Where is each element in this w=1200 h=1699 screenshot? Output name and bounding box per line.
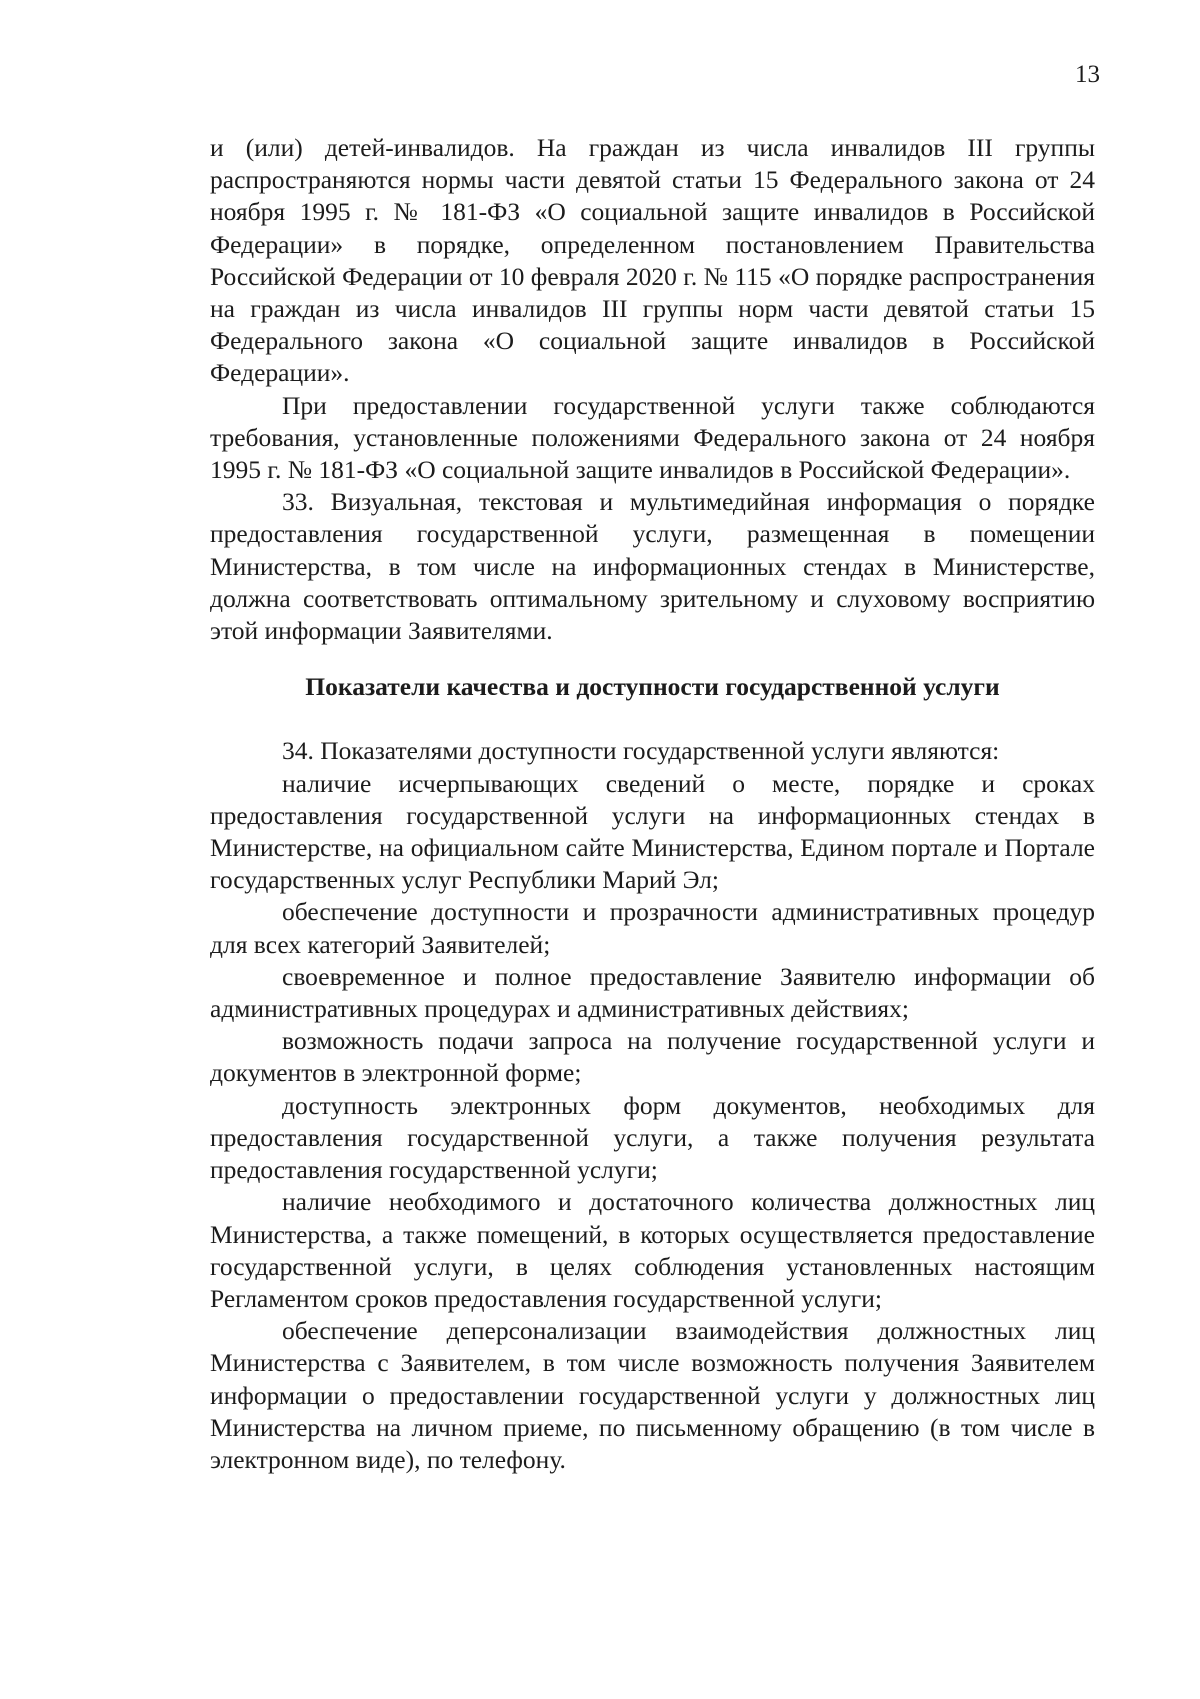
paragraph-item-33: 33. Визуальная, текстовая и мультимедийная информация о порядке предоставления государственной услуги, размещенная в помещении Министерства, в том числе на информационных стендах в Министерстве, должна соответствовать оптимальному зрительному и слуховому восприятию этой информации Заявителями. (210, 487, 1095, 646)
page-number: 13 (1075, 61, 1100, 88)
paragraph-disabled-persons-norms: и (или) детей-инвалидов. На граждан из числа инвалидов III группы распространяются нормы части девятой статьи 15 Федерального закона от 24 ноября 1995 г. № 181-ФЗ «О социальной защите инвалидов в Российской Федерации» в порядке, определенном постановлением Правительства Российской Федерации от 10 февраля 2020 г. № 115 «О порядке распространения на граждан из числа инвалидов III группы норм части девятой статьи 15 Федерального закона «О социальной защите инвалидов в Российской Федерации». (210, 133, 1095, 388)
list-item-transparency: обеспечение доступности и прозрачности административных процедур для всех категорий Заявителей; (210, 897, 1095, 959)
paragraph-item-34: 34. Показателями доступности государственной услуги являются: (282, 736, 1000, 766)
section-heading: Показатели качества и доступности государственной услуги (305, 672, 1000, 702)
paragraph-requirements: При предоставлении государственной услуги также соблюдаются требования, установленные положениями Федерального закона от 24 ноября 1995 г. № 181-ФЗ «О социальной защите инвалидов в Российской Федерации». (210, 390, 1095, 485)
list-item-timely-info: своевременное и полное предоставление Заявителю информации об административных процедурах и административных действиях; (210, 961, 1095, 1024)
document-body (210, 132, 1095, 1476)
list-item-staff-premises: наличие необходимого и достаточного количества должностных лиц Министерства, а также помещений, в которых осуществляется предоставление государственной услуги, в целях соблюдения установленных настоящим Регламентом сроков предоставления государственной услуги; (210, 1187, 1095, 1313)
list-item-depersonalization: обеспечение деперсонализации взаимодействия должностных лиц Министерства с Заявителем, в том числе возможность получения Заявителем информации о предоставлении государственной услуги у должностных лиц Министерства на личном приеме, по письменному обращению (в том числе в электронном виде), по телефону. (210, 1316, 1095, 1474)
list-item-electronic-request: возможность подачи запроса на получение государственной услуги и документов в электронной форме; (210, 1026, 1095, 1088)
list-item-info-availability: наличие исчерпывающих сведений о месте, порядке и сроках предоставления государственной услуги на информационных стендах в Министерстве, на официальном сайте Министерства, Едином портале и Портале государственных услуг Республики Марий Эл; (210, 768, 1095, 895)
list-item-electronic-forms: доступность электронных форм документов, необходимых для предоставления государственной услуги, а также получения результата предоставления государственной услуги; (210, 1090, 1095, 1185)
